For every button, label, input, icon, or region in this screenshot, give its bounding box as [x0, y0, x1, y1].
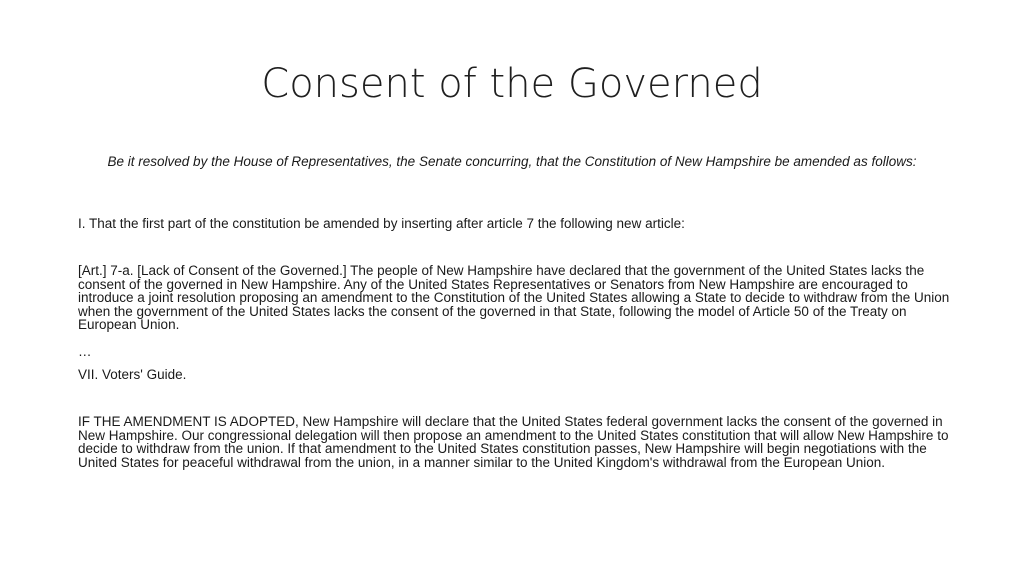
paragraph-voters-guide-heading: VII. Voters' Guide.: [78, 367, 187, 382]
paragraph-article-intro: I. That the first part of the constitution be amended by inserting after article 7 the following new article:: [78, 216, 685, 231]
ellipsis: …: [78, 344, 92, 359]
resolution-intro: Be it resolved by the House of Representatives, the Senate concurring, that the Constitution of New Hampshire be amended as follows:: [107, 154, 917, 169]
paragraph-article-7a: [Art.] 7-a. [Lack of Consent of the Governed.] The people of New Hampshire have declared that the government of the United States lacks the consent of the governed in New Hampshire. Any of the United States Representatives or Senators from New Hampshire are encouraged to introduce a joint resolution proposing an amendment to the Constitution of the United States allowing a State to decide to withdraw from the Union when the government of the United States lacks the consent of the governed in that State, following the model of Article 50 of the Treaty on European Union.: [78, 263, 950, 332]
paragraph-voters-guide-text: IF THE AMENDMENT IS ADOPTED, New Hampshire will declare that the United States federal government lacks the consent of the governed in New Hampshire. Our congressional delegation will then propose an amendment to the United States constitution that will allow New Hampshire to decide to withdraw from the union. If that amendment to the United States constitution passes, New Hampshire will begin negotiations with the United States for peaceful withdrawal from the union, in a manner similar to the United Kingdom's withdrawal from the European Union.: [78, 414, 949, 470]
slide-title: Consent of the Governed: [261, 61, 763, 107]
